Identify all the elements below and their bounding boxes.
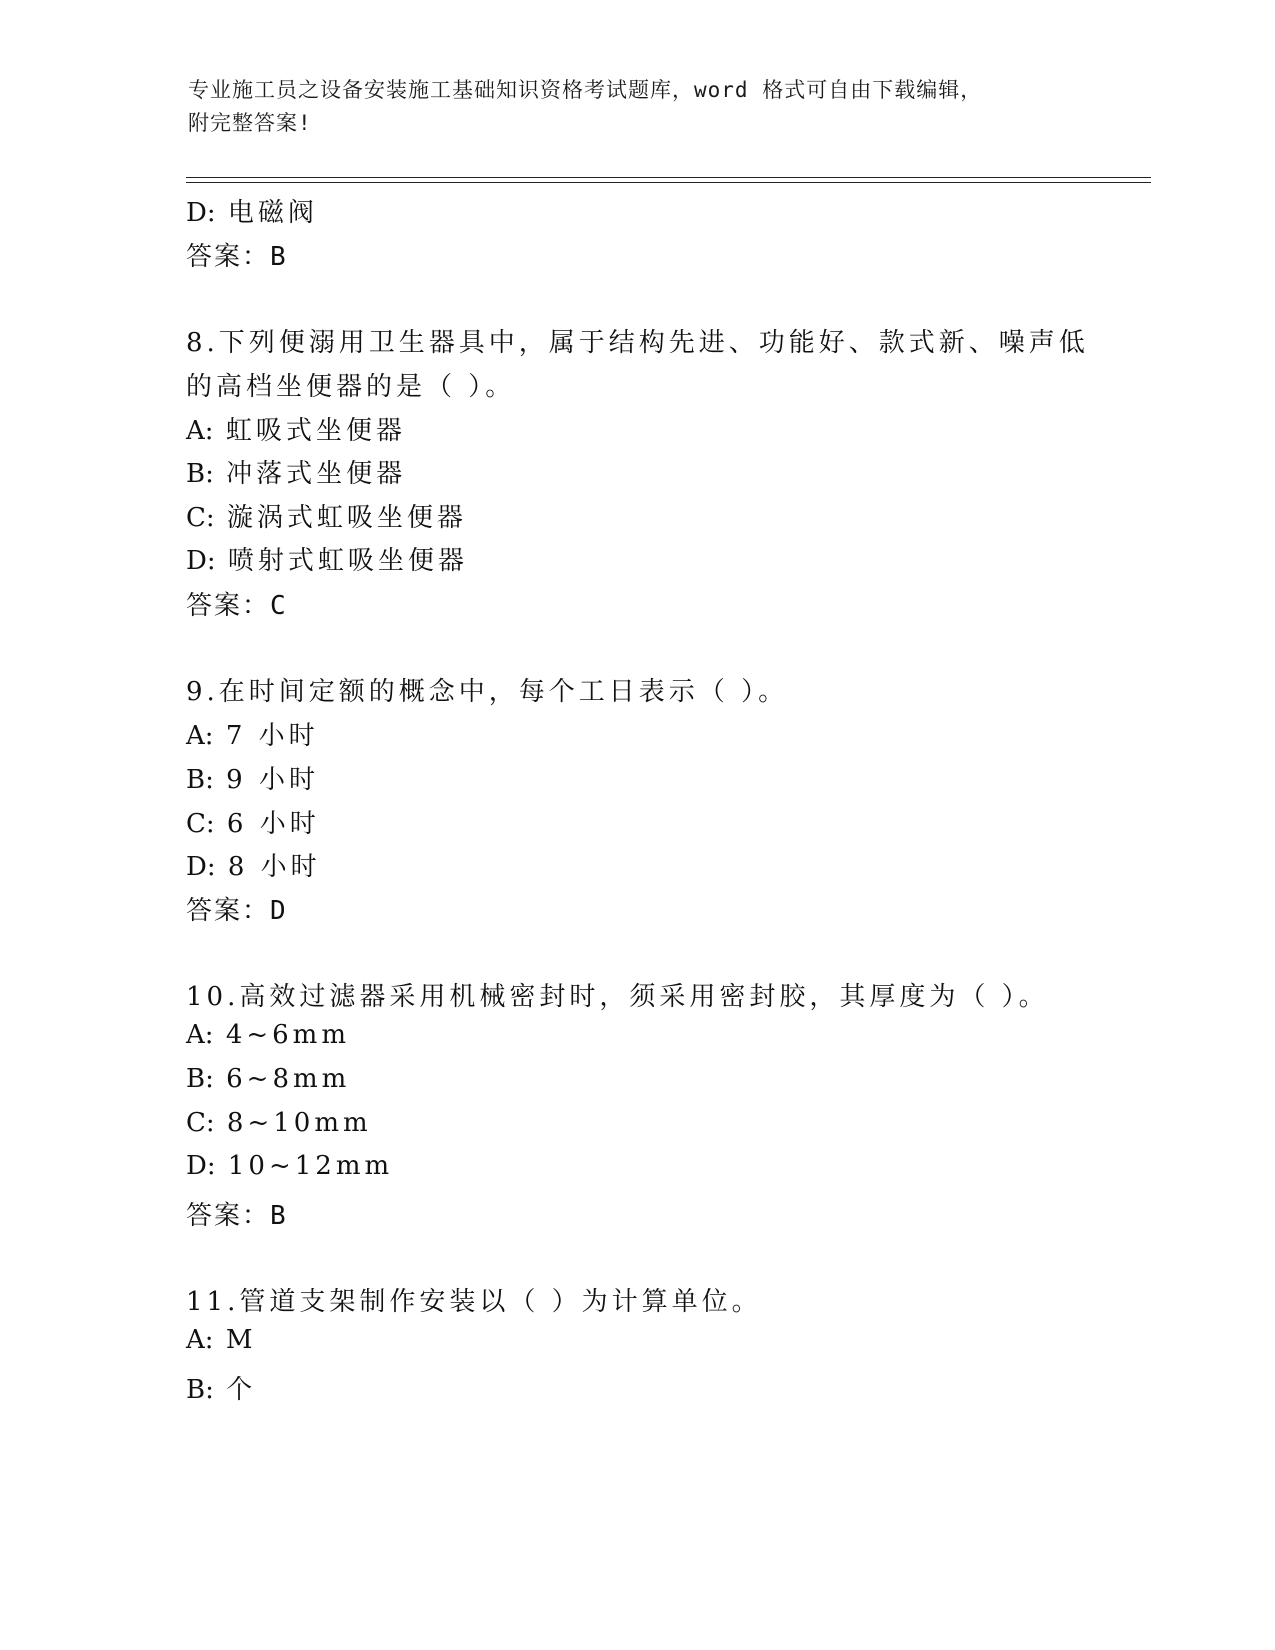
document-header <box>188 74 1068 140</box>
answer-label: 答案： <box>186 896 271 926</box>
option-key: D: <box>186 198 216 228</box>
answer-label: 答案： <box>186 1201 271 1231</box>
question-8-stem-line-2: 的高档坐便器的是（ ）。 <box>186 372 516 402</box>
option-text: M <box>225 1325 257 1355</box>
question-11-option-b <box>186 1369 256 1406</box>
header-divider-bottom <box>186 182 1151 183</box>
option-text: 9 小时 <box>226 765 319 795</box>
question-8-option-c <box>186 497 467 534</box>
option-text: 7 小时 <box>225 721 319 751</box>
option-key: B: <box>186 1064 214 1094</box>
question-10-option-b <box>186 1064 350 1094</box>
answer-label: 答案： <box>186 242 271 272</box>
prev-option-d <box>186 192 318 229</box>
question-11-stem-line-1: 11.管道支架制作安装以（ ）为计算单位。 <box>186 1287 762 1317</box>
header-line-2: 附完整答案! <box>188 111 312 135</box>
option-key: B: <box>186 1375 214 1405</box>
option-text: 虹吸式坐便器 <box>225 416 406 446</box>
answer-value: C <box>270 591 286 621</box>
option-text: 漩涡式虹吸坐便器 <box>226 503 467 533</box>
option-text: 电磁阀 <box>227 198 318 228</box>
question-9-option-d <box>186 846 321 883</box>
option-text: 个 <box>226 1375 257 1405</box>
question-10-option-d <box>186 1151 393 1181</box>
question-10-answer <box>186 1195 286 1232</box>
question-10-option-a <box>186 1020 350 1050</box>
question-8-option-a <box>186 410 406 447</box>
question-10-stem-line-1: 10.高效过滤器采用机械密封时，须采用密封胶，其厚度为（ ）。 <box>186 982 1049 1012</box>
question-8-option-d <box>186 540 468 577</box>
option-text: 8~10mm <box>226 1108 372 1138</box>
answer-label: 答案： <box>186 591 271 621</box>
option-key: A: <box>186 721 214 751</box>
question-9-stem-line-1: 9.在时间定额的概念中，每个工日表示（ ）。 <box>186 677 789 707</box>
option-key: C: <box>186 1108 215 1138</box>
option-text: 6 小时 <box>226 809 320 839</box>
option-text: 冲落式坐便器 <box>226 459 407 489</box>
option-key: C: <box>186 503 215 533</box>
question-9-option-c <box>186 803 320 840</box>
question-10-option-c <box>186 1108 372 1138</box>
question-8-stem-line-1: 8.下列便溺用卫生器具中，属于结构先进、功能好、款式新、噪声低 <box>186 328 1089 358</box>
option-text: 6~8mm <box>226 1064 351 1094</box>
header-divider-top <box>186 177 1151 178</box>
option-key: D: <box>186 852 216 882</box>
prev-answer <box>186 236 286 273</box>
header-line-1: 专业施工员之设备安装施工基础知识资格考试题库，word 格式可自由下载编辑， <box>188 78 983 102</box>
option-key: D: <box>186 1151 216 1181</box>
question-9-answer <box>186 890 286 927</box>
option-text: 10~12mm <box>227 1151 394 1181</box>
option-key: A: <box>186 1020 214 1050</box>
question-9-option-a <box>186 715 319 752</box>
answer-value: B <box>270 242 286 272</box>
option-key: D: <box>186 546 216 576</box>
option-key: C: <box>186 809 215 839</box>
answer-value: D <box>270 896 286 926</box>
option-key: B: <box>186 765 214 795</box>
option-key: A: <box>186 1325 214 1355</box>
question-8-option-b <box>186 453 406 490</box>
option-text: 8 小时 <box>227 852 321 882</box>
answer-value: B <box>270 1201 286 1231</box>
option-text: 喷射式虹吸坐便器 <box>227 546 468 576</box>
question-11-option-a <box>186 1325 256 1355</box>
option-key: A: <box>186 416 214 446</box>
question-9-option-b <box>186 759 319 796</box>
question-8-answer <box>186 585 286 622</box>
option-text: 4~6mm <box>225 1020 350 1050</box>
option-key: B: <box>186 459 214 489</box>
